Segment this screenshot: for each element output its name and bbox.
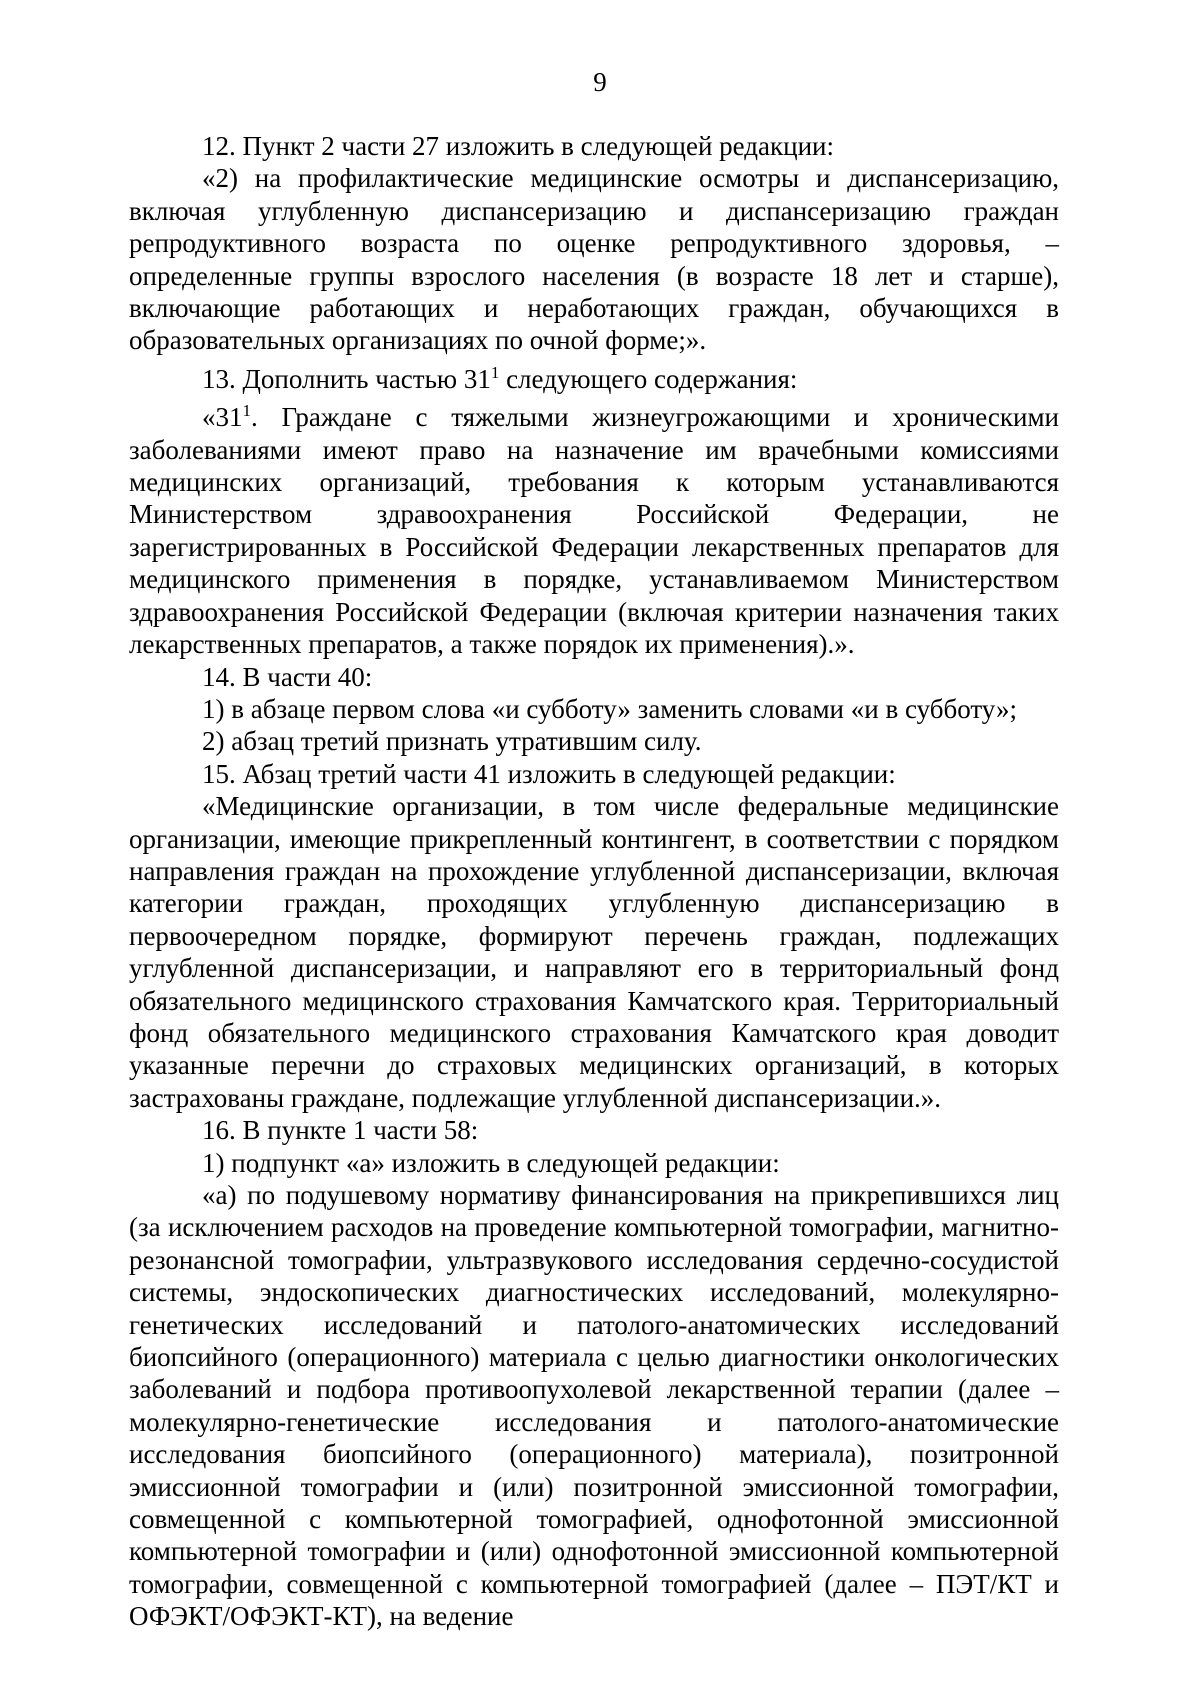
page-number: 9 (593, 67, 607, 97)
paragraph-13-text-body: . Граждане с тяжелыми жизнеугрожающими и хроническими заболеваниями имеют право на назначение им врачебными комиссиями медицинских организаций, требования к которым устанавливаются Министерством здравоохранения Российской Федерации, не зарегистрированных в Российской Федерации лекарственных препаратов для медицинского применения в порядке, устанавливаемом Министерством здравоохранения Российской Федерации (включая критерии назначения таких лекарственных препаратов, а также порядок их применения).». (129, 402, 1059, 660)
paragraph-15-heading: 15. Абзац третий части 41 изложить в следующей редакции: (202, 758, 896, 789)
paragraph-13-text (129, 395, 1059, 660)
paragraph-16-subitem-a: «а) по подушевому нормативу финансирования на прикрепившихся лиц (за исключением расходов на проведение компьютерной томографии, магнитно-резонансной томографии, ультразвукового исследования сердечно-сосудистой системы, эндоскопических диагностических исследований, молекулярно-генетических исследований и патолого-анатомических исследований биопсийного (операционного) материала с целью диагностики онкологических заболеваний и подбора противоопухолевой лекарственной терапии (далее – молекулярно-генетические исследования и патолого-анатомические исследования биопсийного (операционного) материала), позитронной эмиссионной томографии и (или) позитронной эмиссионной томографии, совмещенной с компьютерной томографией, однофотонной эмиссионной компьютерной томографии и (или) однофотонной эмиссионной компьютерной томографии, совмещенной с компьютерной томографией (далее – ПЭТ/КТ и ОФЭКТ/ОФЭКТ-КТ), на ведение (129, 1180, 1059, 1632)
paragraph-13-heading-end: следующего содержания: (499, 363, 798, 394)
paragraph-13-heading-start: 13. Дополнить частью 31 (202, 363, 491, 394)
superscript-1: 1 (490, 362, 500, 382)
paragraph-14-item-2: 2) абзац третий признать утратившим силу. (202, 726, 702, 757)
paragraph-13-text-start: «31 (202, 402, 243, 433)
paragraph-13-heading (129, 357, 1059, 395)
paragraph-15-text: «Медицинские организации, в том числе федеральные медицинские организации, имеющие прикрепленный контингент, в соответствии с порядком направления граждан на прохождение углубленной диспансеризации, включая категории граждан, проходящих углубленную диспансеризацию в первоочередном порядке, формируют перечень граждан, подлежащих углубленной диспансеризации, и направляют его в территориальный фонд обязательного медицинского страхования Камчатского края. Территориальный фонд обязательного медицинского страхования Камчатского края доводит указанные перечни до страховых медицинских организаций, в которых застрахованы граждане, подлежащие углубленной диспансеризации.». (129, 791, 1059, 1113)
paragraph-14-item-1: 1) в абзаце первом слова «и субботу» заменить словами «и в субботу»; (202, 693, 1017, 724)
superscript-1: 1 (242, 401, 251, 421)
document-body (129, 130, 1059, 1633)
paragraph-12-heading: 12. Пункт 2 части 27 изложить в следующей редакции: (202, 131, 834, 161)
paragraph-16-item-1: 1) подпункт «а» изложить в следующей редакции: (202, 1147, 780, 1178)
paragraph-12-text: «2) на профилактические медицинские осмотры и диспансеризацию, включая углубленную диспансеризацию и диспансеризацию граждан репродуктивного возраста по оценке репродуктивного здоровья, – определенные группы взрослого населения (в возрасте 18 лет и старше), включающие работающих и неработающих граждан, обучающихся в образовательных организациях по очной форме;». (129, 163, 1059, 356)
paragraph-16-heading: 16. В пункте 1 части 58: (202, 1115, 479, 1146)
paragraph-14-heading: 14. В части 40: (202, 661, 373, 692)
